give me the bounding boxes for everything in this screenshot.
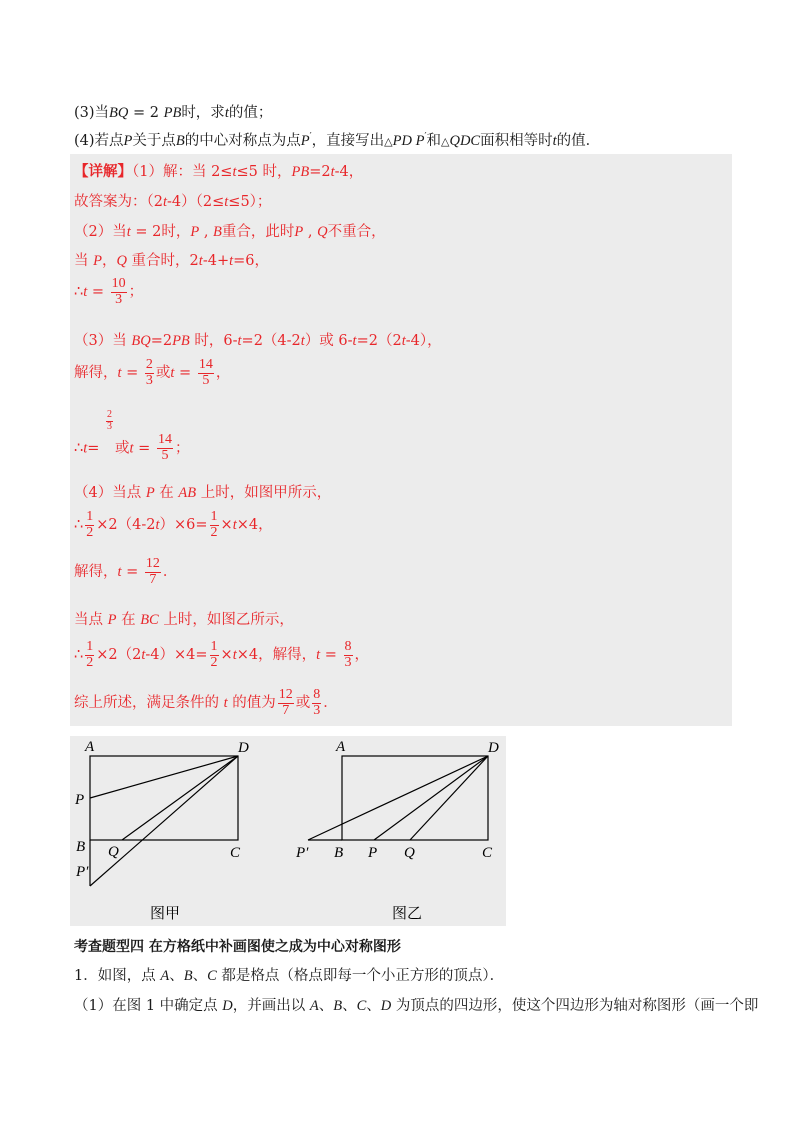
label-c-jia: C	[230, 845, 241, 861]
question-4: (4)若点P关于点B的中心对称点为点P′，直接写出△PD P′和△QDC面积相等时t的值．	[74, 132, 601, 149]
line-qd	[122, 756, 238, 840]
label-pprime-jia: P′	[76, 864, 89, 880]
solution-part1-a: 【详解】（1）解：当 2≤t≤5 时，PB=2t-4，	[74, 164, 364, 180]
caption-jia: 图甲	[150, 904, 181, 922]
solution-part1-b: 故答案为：（2t-4）（2≤t≤5）；	[74, 194, 272, 210]
rectangle-abcd-jia	[90, 756, 238, 840]
label-a-jia: A	[85, 739, 95, 755]
line-pprime-d	[90, 756, 238, 886]
caption-yi: 图乙	[392, 904, 423, 922]
solution-part2-a: （2）当t = 2时，P , B重合，此时P , Q不重合，	[74, 224, 386, 240]
problem-1-part-1: （1）在图 1 中确定点 D，并画出以 A、B、C、D 为顶点的四边形，使这个四边形为轴对称图形（画一个即	[74, 998, 759, 1014]
label-d-jia: D	[238, 740, 249, 756]
label-q-yi: Q	[404, 845, 415, 861]
label-p-yi: P	[368, 845, 378, 861]
solution-part3-b: 解得，t = $\frac{2}{3}$ 或t = $\frac{14}{5}$ ，	[74, 357, 231, 388]
solution-part4-c: 解得，t = $\frac{12}{7}$ ．	[74, 556, 178, 587]
solution-part4-a: （4）当点 P 在 AB 上时，如图甲所示，	[74, 485, 332, 501]
line-qd-yi	[410, 756, 488, 840]
solution-part4-f: 综上所述，满足条件的 t 的值为 $\frac{12}{7}$ 或 $\frac{8}{3}$ ．	[74, 687, 338, 718]
label-q-jia: Q	[108, 844, 119, 860]
problem-1: 1．如图，点 A、B、C 都是格点（格点即每一个小正方形的顶点）．	[74, 968, 505, 984]
section-title: 考查题型四 在方格纸中补画图使之成为中心对称图形	[74, 939, 401, 955]
question-3: (3)当BQ = 2 PB时，求t的值；	[74, 105, 273, 121]
line-pd-yi	[374, 756, 488, 840]
solution-part3-a: （3）当 BQ=2PB 时，6-t=2（4-2t）或 6-t=2（2t-4），	[74, 333, 442, 349]
label-d-yi: D	[488, 740, 499, 756]
line-pprime-d-yi	[308, 756, 488, 840]
geometry-figures	[70, 736, 506, 926]
label-a-yi: A	[336, 739, 346, 755]
detail-label: 【详解】	[74, 164, 132, 180]
label-p-jia: P	[75, 792, 85, 808]
label-c-yi: C	[482, 845, 493, 861]
solution-part4-e: ∴ $\frac{1}{2}$ ×2（2t-4）×4= $\frac{1}{2}$ ×t×4，解得，t = $\frac{8}{3}$ ，	[74, 639, 369, 670]
solution-part3-c: ∴t= $\frac{2}{3}$ 或t = $\frac{14}{5}$ ；	[74, 409, 190, 463]
line-pd	[90, 756, 238, 798]
label-b-yi: B	[334, 845, 344, 861]
figure-yi	[308, 756, 488, 840]
solution-part2-c: ∴t = $\frac{10}{3}$ ；	[74, 276, 144, 307]
label-b-jia: B	[76, 839, 86, 855]
solution-part4-b: ∴ $\frac{1}{2}$ ×2（4-2t）×6= $\frac{1}{2}$ ×t×4，	[74, 509, 273, 540]
rectangle-abcd-yi	[342, 756, 488, 840]
solution-part4-d: 当点 P 在 BC 上时，如图乙所示，	[74, 612, 294, 628]
solution-part2-b: 当 P，Q 重合时，2t-4+t=6，	[74, 253, 270, 269]
figure-jia	[90, 756, 238, 886]
label-pprime-yi: P′	[296, 845, 309, 861]
